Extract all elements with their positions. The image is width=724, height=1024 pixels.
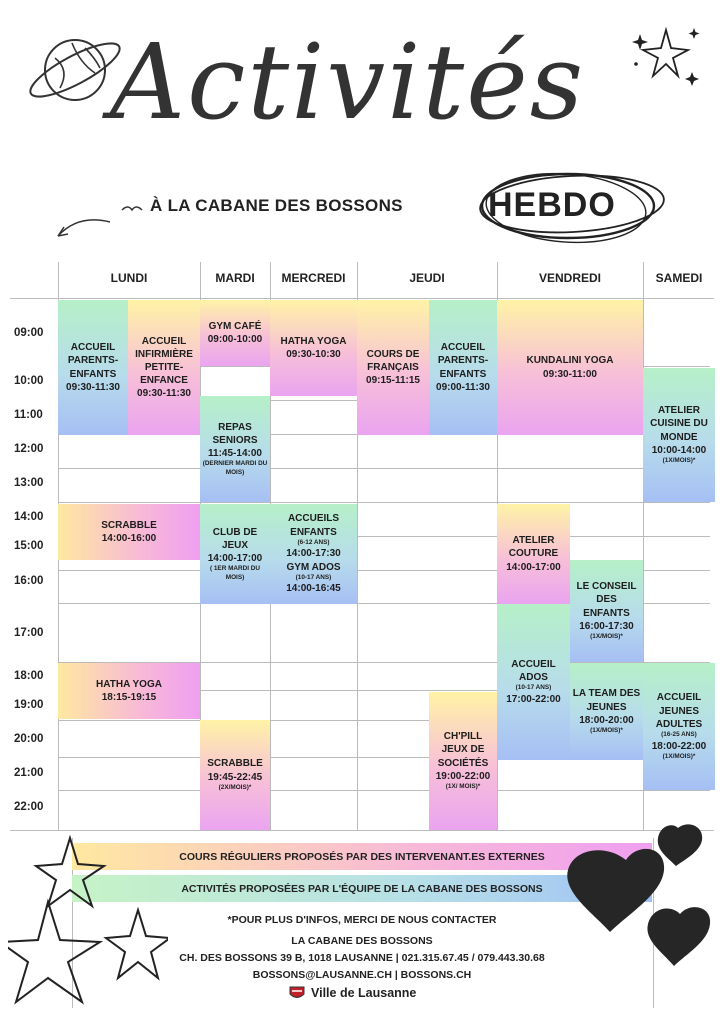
activity-block[interactable]: LE CONSEIL DES ENFANTS 16:00-17:30 (1X/MOIS)* bbox=[570, 560, 643, 662]
day-header-jeudi: JEUDI bbox=[409, 271, 445, 285]
day-header-vendredi: VENDREDI bbox=[538, 271, 601, 285]
time-label: 17:00 bbox=[14, 627, 44, 639]
city-logo: Ville de Lausanne bbox=[288, 985, 416, 1001]
time-label: 18:00 bbox=[14, 670, 44, 682]
day-header-lundi: LUNDI bbox=[110, 271, 148, 285]
activity-block[interactable]: HATHA YOGA 18:15-19:15 bbox=[58, 663, 200, 719]
time-label: 22:00 bbox=[14, 801, 44, 813]
footer-info: *POUR PLUS D'INFOS, MERCI DE NOUS CONTACTER bbox=[227, 914, 497, 926]
footer-address: CH. DES BOSSONS 39 B, 1018 LAUSANNE | 021.315.67.45 / 079.443.30.68 bbox=[179, 952, 545, 964]
time-label: 11:00 bbox=[14, 409, 43, 421]
activity-block[interactable]: ATELIER COUTURE 14:00-17:00 bbox=[497, 504, 570, 604]
day-header-samedi: SAMEDI bbox=[655, 271, 703, 285]
footer-contact: BOSSONS@LAUSANNE.CH | BOSSONS.CH bbox=[252, 969, 472, 981]
activity-block[interactable]: REPAS SENIORS 11:45-14:00 (DERNIER MARDI DU MOIS) bbox=[200, 396, 270, 502]
page-title: Activités bbox=[110, 21, 586, 143]
activity-block[interactable]: CLUB DE JEUX 14:00-17:00 ( 1ER MARDI DU MOIS) bbox=[200, 504, 270, 604]
activity-block[interactable]: ACCUEIL ADOS (10-17 ANS) 17:00-22:00 bbox=[497, 604, 570, 760]
time-label: 16:00 bbox=[14, 575, 44, 587]
legend-internal: ACTIVITÉS PROPOSÉES PAR L'ÉQUIPE DE LA CABANE DES BOSSONS bbox=[72, 875, 652, 902]
activity-block[interactable]: ACCUEIL INFIRMIÈRE PETITE-ENFANCE 09:30-11:30 bbox=[128, 300, 200, 435]
activity-block[interactable]: GYM CAFÉ 09:00-10:00 bbox=[200, 300, 270, 366]
day-header-mardi: MARDI bbox=[215, 271, 255, 285]
activity-block[interactable]: ATELIER CUISINE DU MONDE 10:00-14:00 (1X/MOIS)* bbox=[643, 368, 715, 502]
activity-block[interactable]: CH'PILL JEUX DE SOCIÉTÉS 19:00-22:00 (1X/ MOIS)* bbox=[429, 692, 497, 830]
activity-block[interactable]: SCRABBLE 14:00-16:00 bbox=[58, 504, 200, 560]
time-label: 12:00 bbox=[14, 443, 44, 455]
coat-of-arms-icon bbox=[288, 985, 306, 1001]
time-label: 10:00 bbox=[14, 375, 44, 387]
time-label: 09:00 bbox=[14, 327, 44, 339]
activity-block[interactable]: ACCUEIL PARENTS-ENFANTS 09:00-11:30 bbox=[429, 300, 497, 435]
activity-block[interactable]: HATHA YOGA 09:30-10:30 bbox=[270, 300, 357, 396]
bird-arrow-icon bbox=[48, 196, 148, 246]
hebdo-badge: HEBDO bbox=[488, 186, 616, 224]
footer-org: LA CABANE DES BOSSONS bbox=[291, 935, 433, 947]
activity-block[interactable]: LA TEAM DES JEUNES 18:00-20:00 (1X/MOIS)* bbox=[570, 663, 643, 760]
day-header-mercredi: MERCREDI bbox=[281, 271, 346, 285]
heart-icon bbox=[566, 822, 716, 1022]
activity-block[interactable]: SCRABBLE 19:45-22:45 (2X/MOIS)* bbox=[200, 720, 270, 830]
time-label: 15:00 bbox=[14, 540, 44, 552]
time-label: 19:00 bbox=[14, 699, 44, 711]
time-label: 20:00 bbox=[14, 733, 44, 745]
activity-block[interactable]: ACCUEIL PARENTS-ENFANTS 09:30-11:30 bbox=[58, 300, 128, 435]
legend-external: COURS RÉGULIERS PROPOSÉS PAR DES INTERVENANT.ES EXTERNES bbox=[72, 843, 652, 870]
page-subtitle: À LA CABANE DES BOSSONS bbox=[150, 196, 403, 215]
time-label: 13:00 bbox=[14, 477, 44, 489]
sparkle-stars-icon bbox=[628, 20, 708, 90]
activity-block[interactable]: KUNDALINI YOGA 09:30-11:00 bbox=[497, 300, 643, 435]
time-label: 21:00 bbox=[14, 767, 44, 779]
activity-block[interactable]: COURS DE FRANÇAIS 09:15-11:15 bbox=[357, 300, 429, 435]
time-label: 14:00 bbox=[14, 511, 44, 523]
star-outline-icon bbox=[8, 830, 168, 1020]
activity-block[interactable]: ACCUEILS ENFANTS (6-12 ANS) 14:00-17:30 GYM ADOS (10-17 ANS) 14:00-16:45 bbox=[270, 504, 357, 604]
activity-block[interactable]: ACCUEIL JEUNES ADULTES (16-25 ANS) 18:00-22:00 (1X/MOIS)* bbox=[643, 663, 715, 790]
